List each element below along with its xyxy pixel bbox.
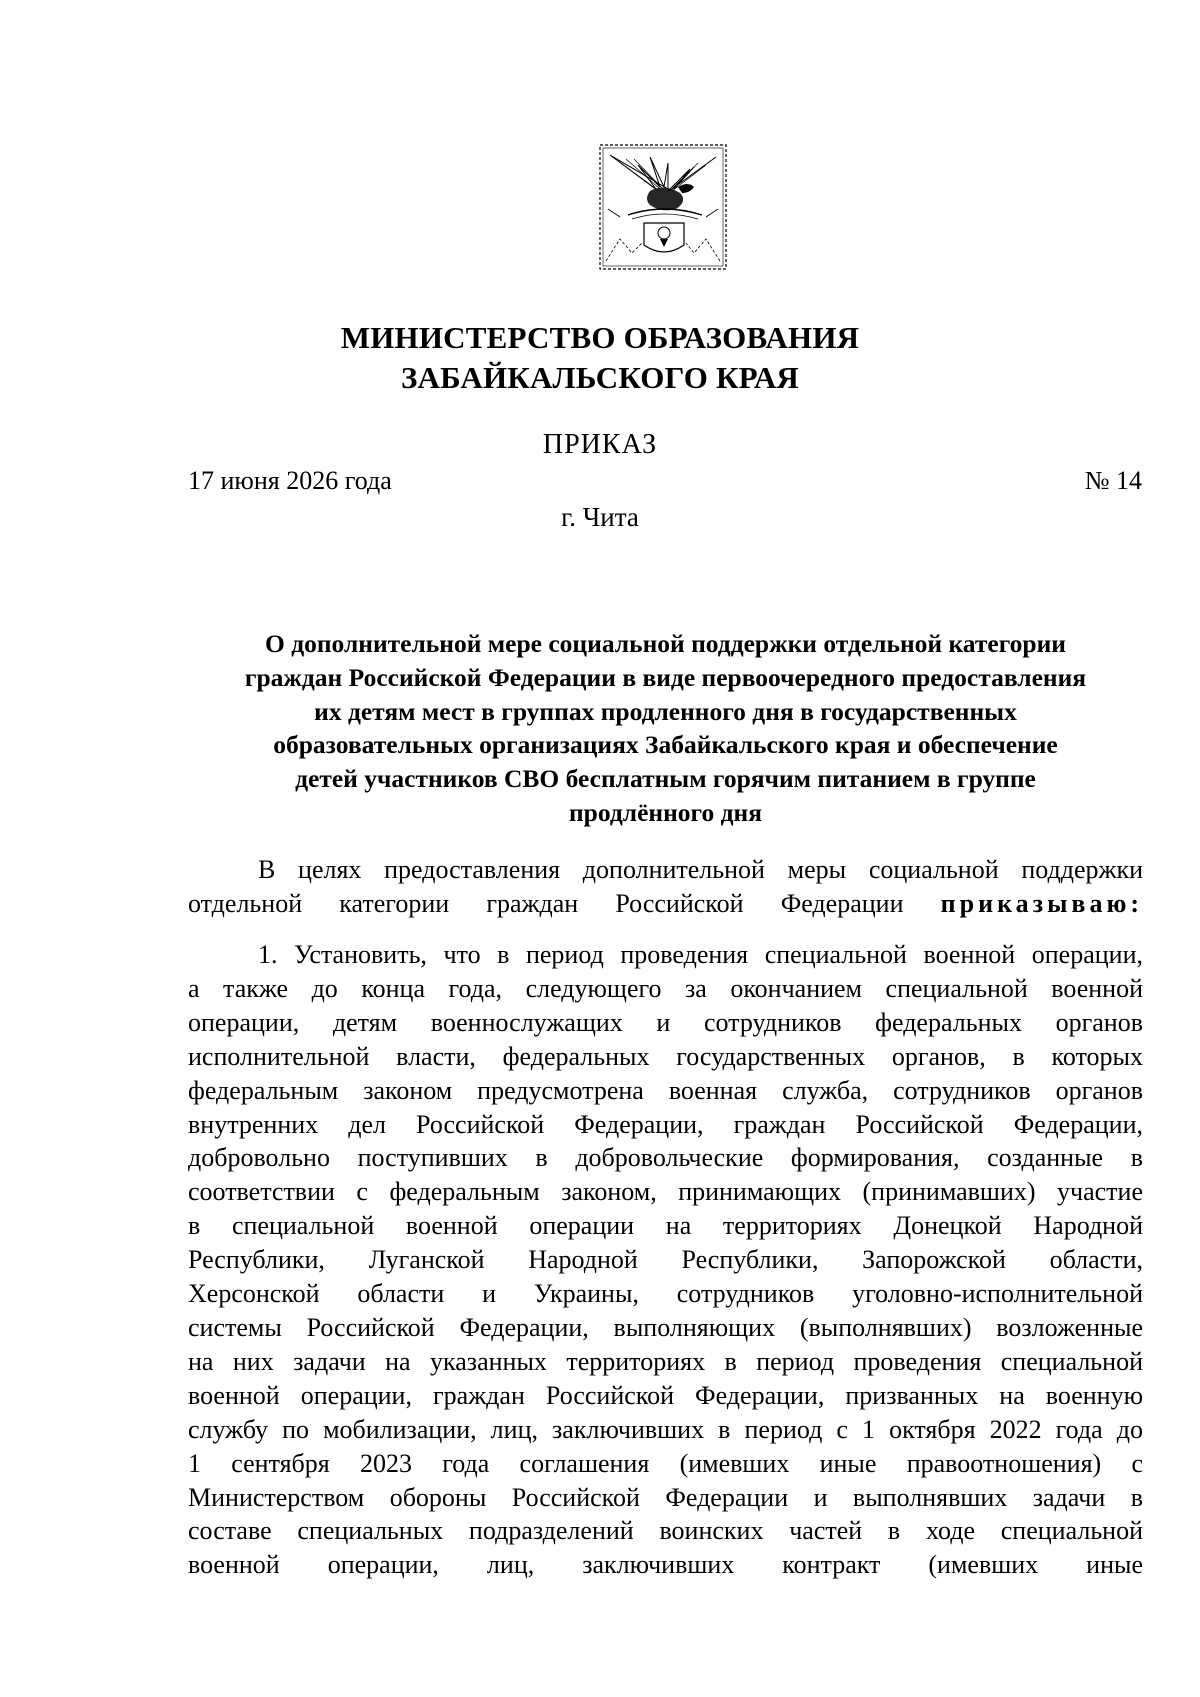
paragraph-line: составе специальных подразделений воинских частей в ходе специальной bbox=[188, 1516, 1143, 1546]
order-city: г. Чита bbox=[561, 502, 639, 532]
paragraph-line: внутренних дел Российской Федерации, граждан Российской Федерации, bbox=[188, 1109, 1143, 1139]
paragraph-line: а также до конца года, следующего за окончанием специальной военной bbox=[188, 973, 1143, 1003]
subject-line: их детям мест в группах продленного дня в государственных bbox=[314, 696, 1017, 726]
paragraph-line: 1 сентября 2023 года соглашения (имевших иные правоотношения) с bbox=[188, 1448, 1143, 1478]
paragraph-line: соответствии с федеральным законом, принимающих (принимавших) участие bbox=[188, 1177, 1143, 1207]
paragraph-line: военной операции, граждан Российской Федерации, призванных на военную bbox=[188, 1380, 1143, 1410]
subject-line: продлённого дня bbox=[568, 797, 762, 827]
paragraph-line: военной операции, лиц, заключивших контракт (имевших иные bbox=[188, 1550, 1143, 1580]
preamble-line: В целях предоставления дополнительной меры социальной поддержки bbox=[258, 855, 1143, 884]
paragraph-1 bbox=[188, 938, 1143, 1582]
paragraph-line: федеральным законом предусмотрена военная служба, сотрудников органов bbox=[188, 1075, 1143, 1105]
order-directive: приказываю: bbox=[940, 888, 1143, 918]
coat-of-arms-icon bbox=[598, 143, 728, 271]
paragraph-line: исполнительной власти, федеральных государственных органов, в которых bbox=[188, 1041, 1143, 1071]
paragraph-line: добровольно поступивших в добровольческие формирования, созданные в bbox=[188, 1143, 1143, 1173]
ministry-header bbox=[0, 318, 1200, 398]
paragraph-line: операции, детям военнослужащих и сотрудников федеральных органов bbox=[188, 1007, 1143, 1037]
paragraph-line: Министерством обороны Российской Федерации и выполнявших задачи в bbox=[188, 1482, 1143, 1512]
preamble-line bbox=[188, 887, 1143, 921]
subject-line: О дополнительной мере социальной поддержки отдельной категории bbox=[265, 629, 1066, 658]
paragraph-line: 1. Установить, что в период проведения специальной военной операции, bbox=[258, 940, 1143, 969]
paragraph-line: Республики, Луганской Народной Республики, Запорожской области, bbox=[188, 1245, 1143, 1275]
paragraph-line: Херсонской области и Украины, сотрудников уголовно-исполнительной bbox=[188, 1279, 1143, 1309]
subject-line: граждан Российской Федерации в виде первоочередного предоставления bbox=[244, 662, 1087, 692]
paragraph-line: службу по мобилизации, лиц, заключивших в период с 1 октября 2022 года до bbox=[188, 1414, 1143, 1444]
paragraph-line: системы Российской Федерации, выполняющих (выполнявших) возложенные bbox=[188, 1312, 1143, 1342]
subject-line: детей участников СВО бесплатным горячим питанием в группе bbox=[295, 764, 1036, 794]
preamble-paragraph bbox=[188, 853, 1143, 921]
paragraph-line: на них задачи на указанных территориях в период проведения специальной bbox=[188, 1346, 1143, 1376]
order-date: 17 июня 2026 года bbox=[188, 466, 392, 495]
ministry-name-line1: МИНИСТЕРСТВО ОБРАЗОВАНИЯ bbox=[340, 320, 860, 355]
preamble-text: отдельной категории граждан Российской Федерации bbox=[188, 888, 904, 918]
paragraph-line: в специальной военной операции на территориях Донецкой Народной bbox=[188, 1211, 1143, 1241]
order-title: ПРИКАЗ bbox=[542, 429, 658, 460]
order-number: № 14 bbox=[1084, 466, 1142, 495]
ministry-name-line2: ЗАБАЙКАЛЬСКОГО КРАЯ bbox=[400, 360, 800, 395]
order-subject bbox=[188, 627, 1143, 830]
subject-line: образовательных организациях Забайкальского края и обеспечение bbox=[273, 730, 1058, 760]
